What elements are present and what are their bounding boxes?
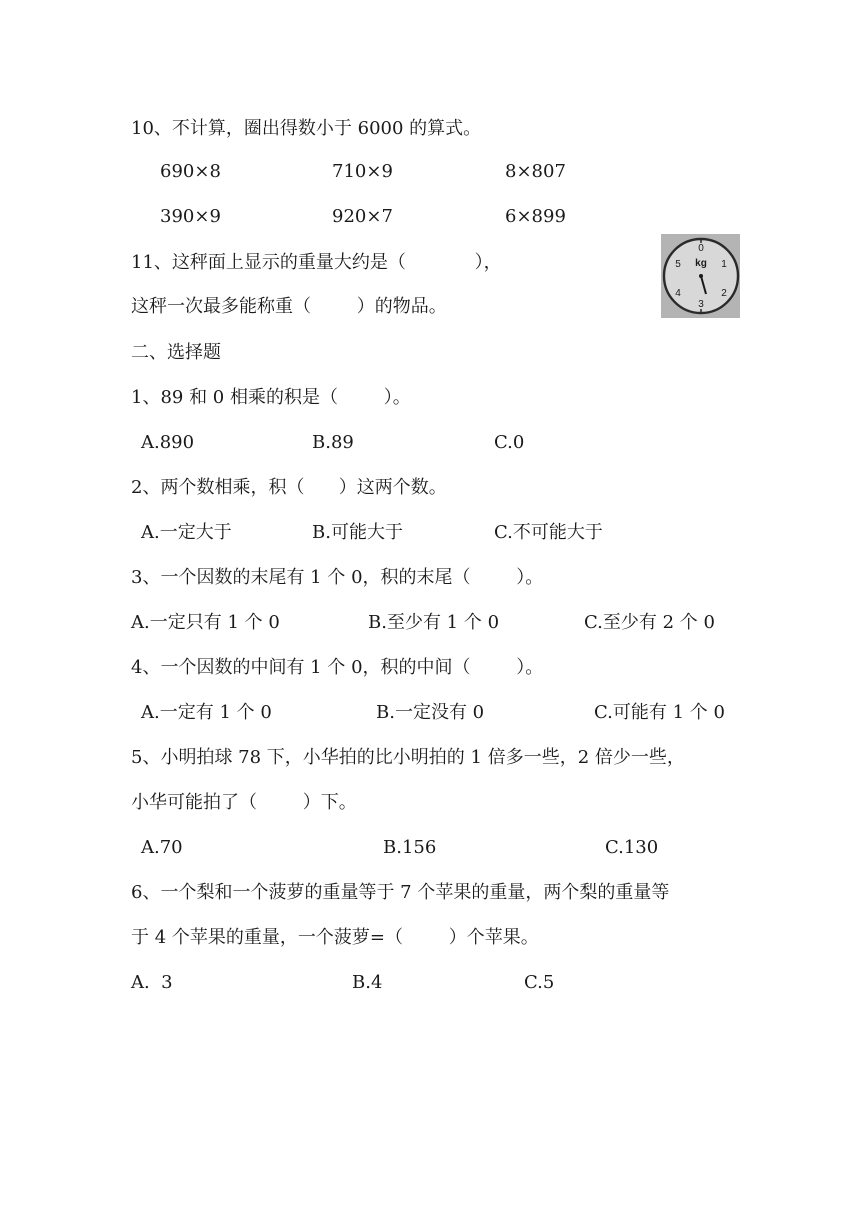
q10-expr-1: 690×8 xyxy=(160,161,221,182)
scale-dial-image xyxy=(661,234,740,318)
choice-4-option-c: C.可能有 1 个 0 xyxy=(594,702,725,723)
choice-2-option-b: B.可能大于 xyxy=(312,522,403,543)
q10-expr-4: 390×9 xyxy=(160,206,221,227)
choice-5-option-c: C.130 xyxy=(605,837,659,858)
q10-expr-2: 710×9 xyxy=(332,161,393,182)
choice-2-stem: 2、两个数相乘，积（ ）这两个数。 xyxy=(131,477,447,498)
dial-number-4: 4 xyxy=(675,288,681,299)
q10-expr-3: 8×807 xyxy=(505,161,566,182)
choice-6-option-a: A. 3 xyxy=(131,972,173,993)
q10-stem: 10、不计算，圈出得数小于 6000 的算式。 xyxy=(131,118,482,139)
choice-1-option-a: A.890 xyxy=(141,432,195,453)
choice-6-stem-continued: 于 4 个苹果的重量，一个菠萝=（ ）个苹果。 xyxy=(131,927,539,948)
dial-number-1: 1 xyxy=(721,259,727,270)
section-title: 二、选择题 xyxy=(131,342,221,363)
choice-5-stem-continued: 小华可能拍了（ ）下。 xyxy=(131,792,357,813)
choice-6-option-c: C.5 xyxy=(524,972,555,993)
choice-5-option-a: A.70 xyxy=(141,837,183,858)
scale-dial-icon xyxy=(661,234,740,318)
q11-line2: 这秤一次最多能称重（ ）的物品。 xyxy=(131,296,447,317)
q10-expr-6: 6×899 xyxy=(505,206,566,227)
choice-4-stem: 4、一个因数的中间有 1 个 0，积的中间（ ）。 xyxy=(131,657,544,678)
choice-5-option-b: B.156 xyxy=(383,837,437,858)
choice-6-option-b: B.4 xyxy=(352,972,383,993)
choice-2-option-a: A.一定大于 xyxy=(141,522,232,543)
dial-unit-label: kg xyxy=(695,258,707,269)
choice-1-stem: 1、89 和 0 相乘的积是（ ）。 xyxy=(131,387,411,408)
choice-3-stem: 3、一个因数的末尾有 1 个 0，积的末尾（ ）。 xyxy=(131,567,544,588)
dial-number-2: 2 xyxy=(721,288,727,299)
dial-number-0: 0 xyxy=(698,243,704,254)
dial-number-5: 5 xyxy=(675,259,681,270)
choice-3-option-c: C.至少有 2 个 0 xyxy=(584,612,715,633)
choice-6-stem: 6、一个梨和一个菠萝的重量等于 7 个苹果的重量，两个梨的重量等 xyxy=(131,882,670,903)
choice-3-option-b: B.至少有 1 个 0 xyxy=(368,612,500,633)
choice-4-option-a: A.一定有 1 个 0 xyxy=(141,702,272,723)
choice-1-option-b: B.89 xyxy=(312,432,354,453)
choice-4-option-b: B.一定没有 0 xyxy=(376,702,485,723)
dial-number-3: 3 xyxy=(698,299,704,310)
choice-5-stem: 5、小明拍球 78 下，小华拍的比小明拍的 1 倍多一些，2 倍少一些， xyxy=(131,747,685,768)
choice-3-option-a: A.一定只有 1 个 0 xyxy=(131,612,280,633)
q10-expr-5: 920×7 xyxy=(332,206,393,227)
choice-1-option-c: C.0 xyxy=(494,432,525,453)
q11-line1: 11、这秤面上显示的重量大约是（ ）， xyxy=(131,252,502,273)
choice-2-option-c: C.不可能大于 xyxy=(494,522,603,543)
